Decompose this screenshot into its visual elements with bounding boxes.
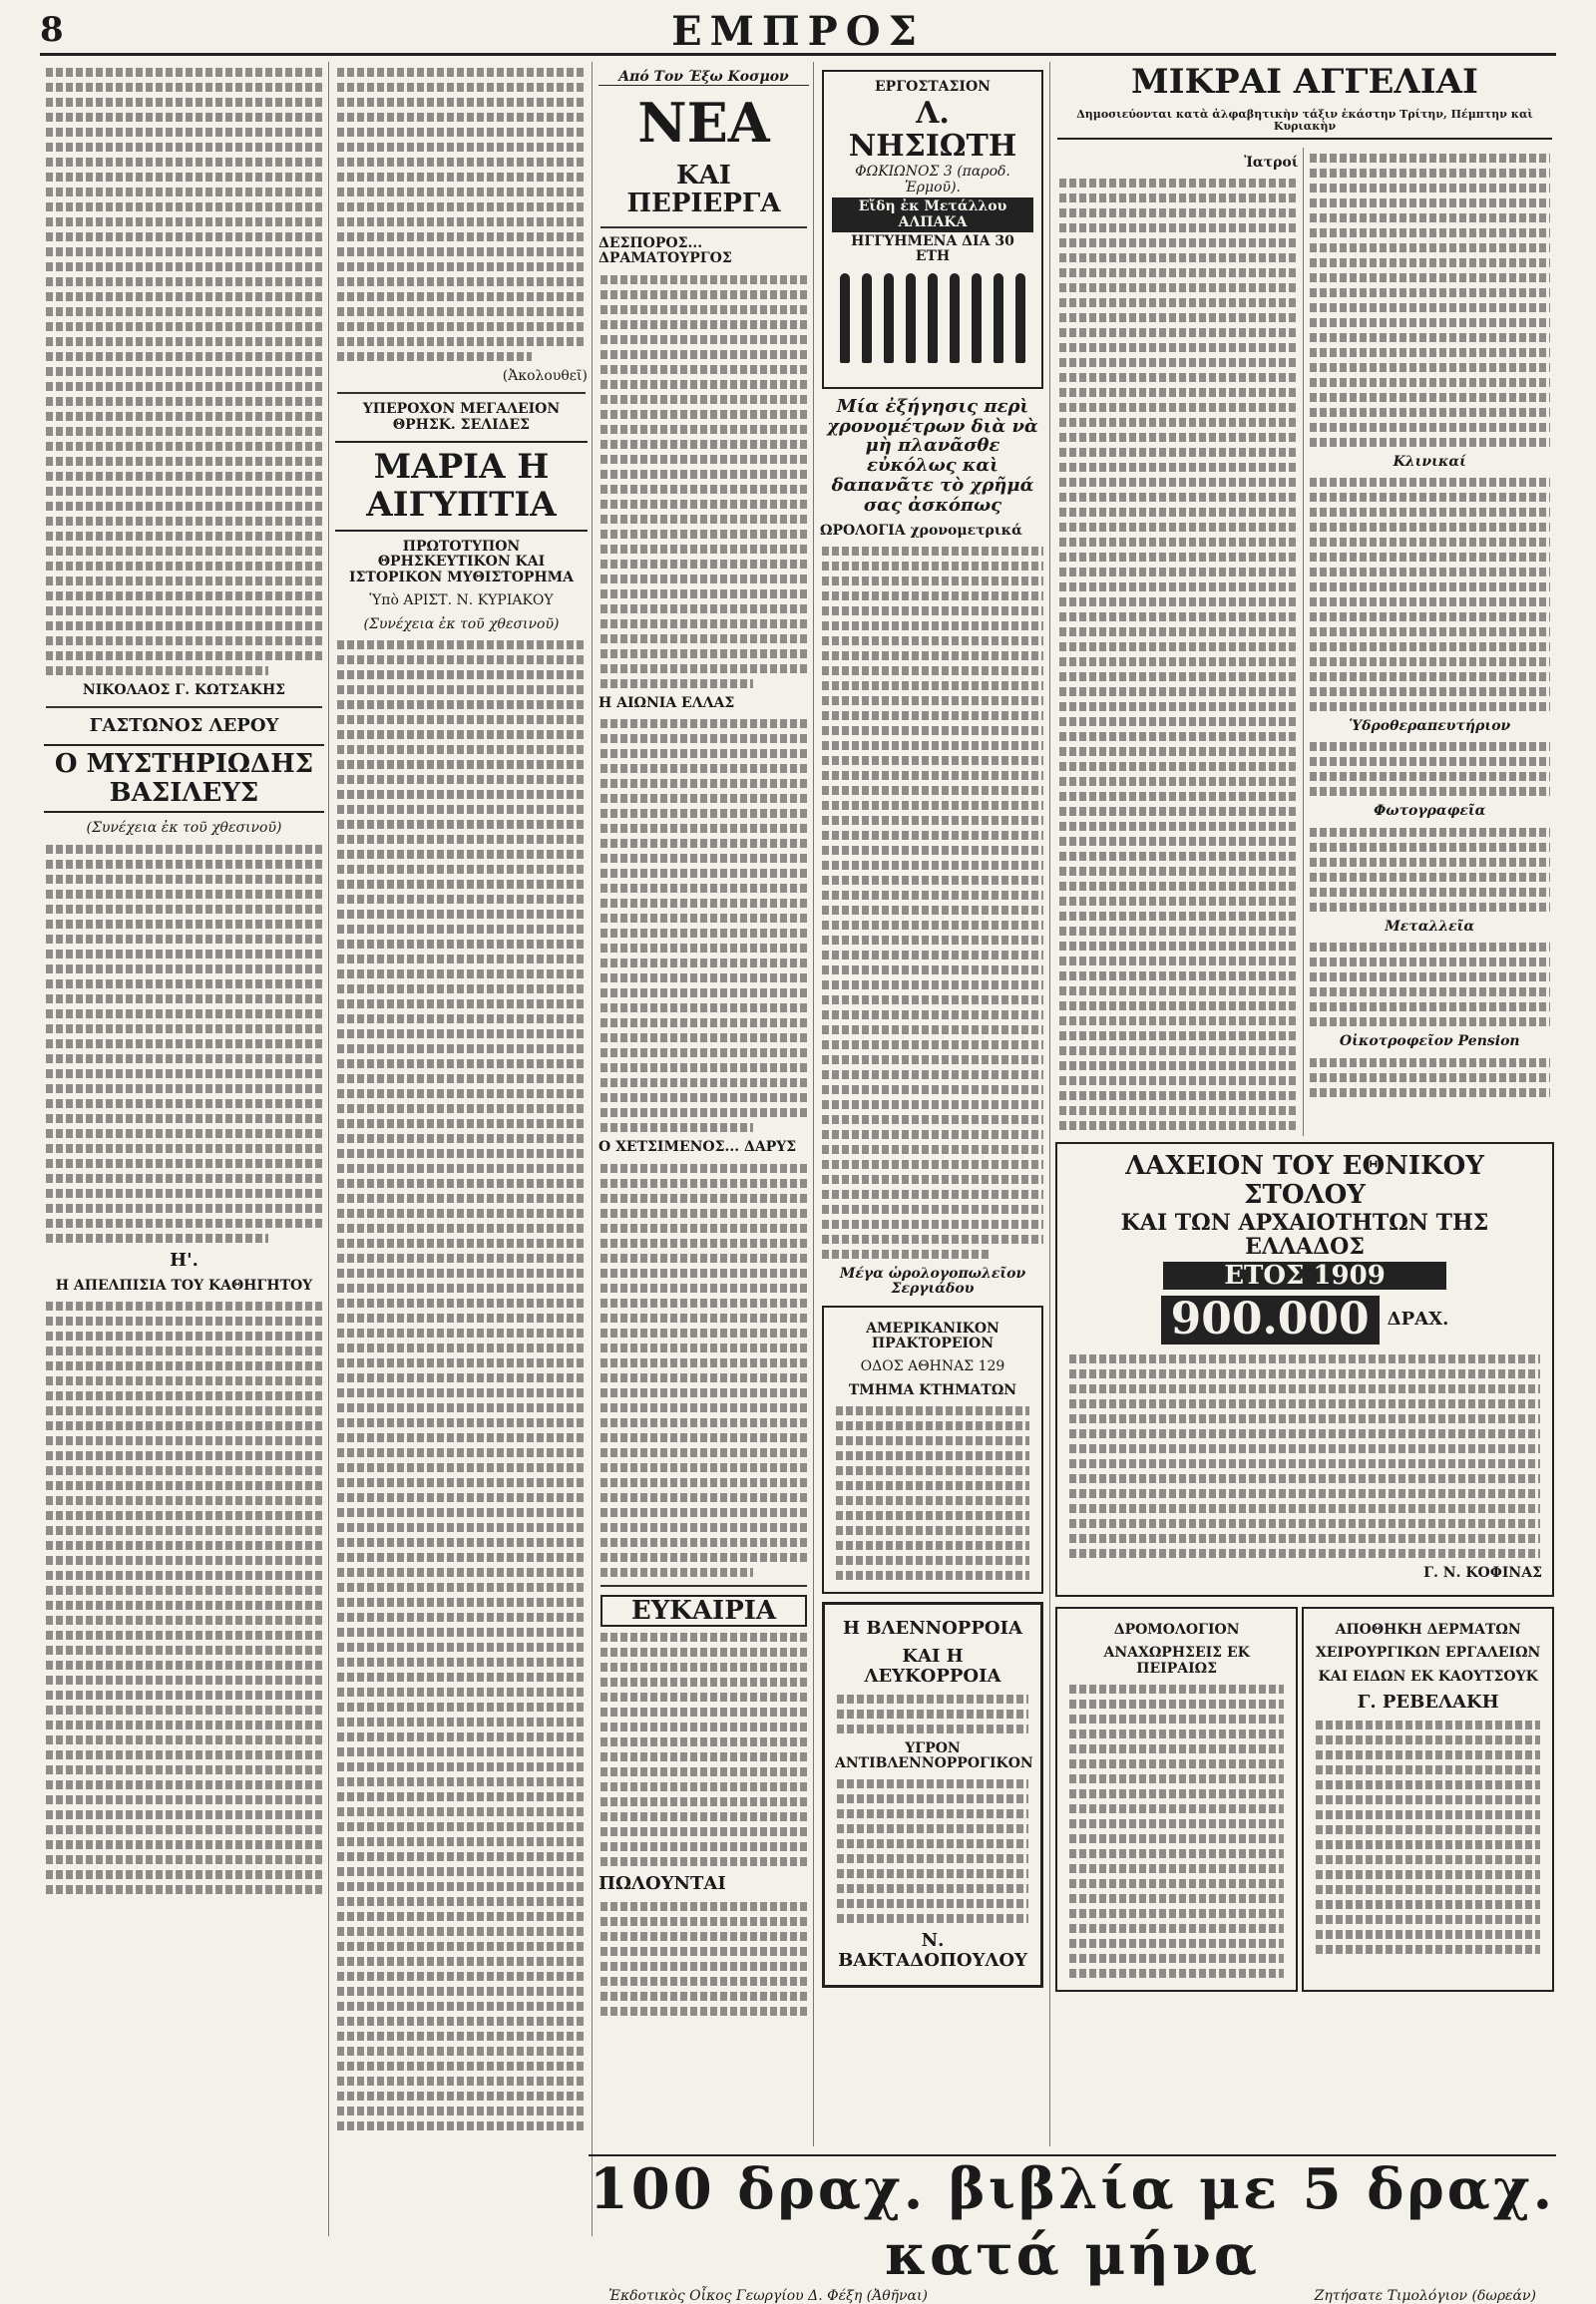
- section-label: Από Τον Έξω Κοσμον: [598, 70, 809, 86]
- leather-line-1: ΑΠΟΘΗΚΗ ΔΕΡΜΑΤΩΝ: [1335, 1621, 1521, 1638]
- agency-dept: ΤΜΗΜΑ ΚΤΗΜΑΤΩΝ: [848, 1381, 1017, 1398]
- column-5: [1053, 62, 1556, 2146]
- cutlery-icon: [830, 273, 1035, 373]
- section-photo: Φωτογραφεῖα: [1374, 803, 1486, 820]
- pharmacy-ad: [822, 1602, 1043, 1988]
- catalog-request: Ζητήσατε Τιμολόγιον (δωρεάν): [1314, 2288, 1536, 2304]
- watch-slogan: Μία ἐξήγησις περὶ χρονομέτρων διὰ νὰ μὴ πλανᾶσθε εὐκόλως καὶ δαπανᾶτε τὸ χρῆμά σας ἀσκόπως: [827, 395, 1038, 516]
- serial-header: ΥΠΕΡΟΧΟΝ ΜΕΓΑΛΕΙΟΝ ΘΡΗΣΚ. ΣΕΛΙΔΕΣ: [362, 401, 561, 433]
- publisher-name: Ἐκδοτικὸς Οἶκος Γεωργίου Δ. Φέξη (Ἀθῆναι): [608, 2288, 928, 2304]
- classifieds-title: ΕΥΚΑΙΡΙΑ: [600, 1595, 807, 1628]
- factory-goods: Εἴδη ἐκ Μετάλλου ΑΛΠΑΚΑ: [832, 197, 1033, 232]
- factory-owner: Λ. ΝΗΣΙΩΤΗ: [848, 96, 1017, 165]
- leather-owner: Γ. ΡΕΒΕΛΑΚΗ: [1357, 1692, 1499, 1714]
- page-number: 8: [40, 10, 64, 50]
- shipping-ad: [1055, 1607, 1298, 1992]
- shipping-title: ΔΡΟΜΟΛΟΓΙΟΝ: [1113, 1621, 1240, 1638]
- news-item-2: Η ΑΙΩΝΙΑ ΕΛΛΑΣ: [598, 694, 735, 711]
- leather-line-3: ΚΑΙ ΕΙΔΩΝ ΕΚ ΚΑΟΥΤΣΟΥΚ: [1318, 1668, 1538, 1685]
- lottery-jackpot: 900.000: [1161, 1296, 1380, 1344]
- american-agency-ad: [822, 1306, 1043, 1595]
- bottom-banner: [589, 2154, 1556, 2304]
- article-author: ΝΙΚΟΛΑΟΣ Γ. ΚΩΤΣΑΚΗΣ: [82, 682, 286, 698]
- serial-title: Ο ΜΥΣΤΗΡΙΩΔΗΣ ΒΑΣΙΛΕΥΣ: [44, 744, 324, 813]
- column-3: [595, 62, 814, 2146]
- news-subtitle: ΚΑΙ ΠΕΡΙΕΡΓΑ: [626, 160, 781, 219]
- news-title: ΝΕΑ: [637, 91, 770, 156]
- serial-subtitle-maria: ΠΡΩΤΟΤΥΠΟΝ ΘΡΗΣΚΕΥΤΙΚΟΝ ΚΑΙ ΙΣΤΟΡΙΚΟΝ ΜΥΘΙΣΤΟΡΗΜΑ: [348, 538, 575, 585]
- book-offer: 100 δραχ. βιβλία με 5 δραχ. κατά μήνα: [589, 2156, 1556, 2288]
- lottery-line-1: ΛΑΧΕΙΟΝ ΤΟΥ ΕΘΝΙΚΟΥ ΣΤΟΛΟΥ: [1125, 1150, 1484, 1210]
- lottery-ad: [1055, 1142, 1554, 1597]
- news-item-1: ΔΕΣΠΟΡΟΣ... ΔΡΑΜΑΤΟΥΡΓΟΣ: [598, 234, 732, 267]
- sale-notice: ΠΩΛΟΥΝΤΑΙ: [598, 1873, 726, 1895]
- serial-title-maria: ΜΑΡΙΑ Η ΑΙΓΥΠΤΙΑ: [335, 441, 588, 532]
- pharmacy-owner: Ν. ΒΑΚΤΑΔΟΠΟΥΛΟΥ: [838, 1930, 1027, 1972]
- small-ads-subtitle: Δημοσιεύονται κατὰ ἀλφαβητικὴν τάξιν ἑκάστην Τρίτην, Πέμπτην καὶ Κυριακὴν: [1057, 109, 1552, 139]
- section-clinics: Κλινικαί: [1393, 453, 1466, 470]
- news-item-3: Ο ΧΕΤΣΙΜΕΝΟΣ... ΔΑΡΥΣ: [598, 1139, 797, 1156]
- lottery-line-2: ΚΑΙ ΤΩΝ ΑΡΧΑΙΟΤΗΤΩΝ ΤΗΣ ΕΛΛΑΔΟΣ: [1120, 1210, 1489, 1261]
- serial-author: ΓΑΣΤΩΝΟΣ ΛΕΡΟΥ: [89, 715, 279, 737]
- leather-ad: [1302, 1607, 1554, 1992]
- lottery-signature: Γ. Ν. ΚΟΦΙΝΑΣ: [1423, 1564, 1542, 1581]
- section-metal: Μεταλλεῖα: [1385, 918, 1475, 935]
- serial-subtitle: (Συνέχεια ἐκ τοῦ χθεσινοῦ): [86, 820, 282, 837]
- chapter-title: Η ΑΠΕΛΠΙΣΙΑ ΤΟΥ ΚΑΘΗΓΗΤΟΥ: [55, 1277, 313, 1294]
- watch-shop: Μέγα ὡρολογοπωλεῖον Σεργιάδου: [839, 1265, 1026, 1298]
- paper-name: ΕΜΠΡΟΣ: [671, 8, 925, 55]
- column-1: [40, 62, 329, 2236]
- chapter-number: Η'.: [170, 1249, 199, 1271]
- section-pension: Οἰκοτροφεῖον Pension: [1339, 1033, 1520, 1050]
- nisioti-ad: [822, 70, 1043, 389]
- pharmacy-line-1: Η ΒΛΕΝΝΟΡΡΟΙΑ: [843, 1618, 1022, 1640]
- shipping-subtitle: ΑΝΑΧΩΡΗΣΕΙΣ ΕΚ ΠΕΙΡΑΙΩΣ: [1103, 1645, 1250, 1677]
- column-2: [331, 62, 593, 2236]
- pharmacy-line-2: ΚΑΙ Η ΛΕΥΚΟΡΡΟΙΑ: [864, 1646, 1001, 1687]
- watch-clocks: ΩΡΟΛΟΓΙΑ χρονομετρικά: [820, 522, 1022, 539]
- column-4: [816, 62, 1050, 2146]
- factory-warranty: ΗΓΓΥΗΜΕΝΑ ΔΙΑ 30 ΕΤΗ: [851, 232, 1014, 265]
- agency-name: ΑΜΕΡΙΚΑΝΙΚΟΝ ΠΡΑΚΤΟΡΕΙΟΝ: [866, 1320, 999, 1352]
- factory-address: ΦΩΚΙΩΝΟΣ 3 (παροδ. Ἑρμοῦ).: [855, 164, 1010, 195]
- serial-author-maria: Ὑπὸ ΑΡΙΣΤ. Ν. ΚΥΡΙΑΚΟΥ: [369, 592, 554, 609]
- lottery-jackpot-unit: ΔΡΑΧ.: [1387, 1309, 1449, 1331]
- pharmacy-product: ΥΓΡΟΝ ΑΝΤΙΒΛΕΝΝΟΡΡΟΓΙΚΟΝ: [835, 1739, 1033, 1772]
- small-ads-title: ΜΙΚΡΑΙ ΑΓΓΕΛΙΑΙ: [1131, 62, 1478, 102]
- serial-continued-maria: (Συνέχεια ἐκ τοῦ χθεσινοῦ): [363, 615, 560, 632]
- section-doctors: Ἰατροί: [1244, 154, 1299, 171]
- serial-end-note: (Ἀκολουθεῖ): [502, 368, 588, 384]
- section-hydrotherapy: Ὑδροθεραπευτήριον: [1349, 717, 1511, 734]
- agency-address: ΟΔΟΣ ΑΘΗΝΑΣ 129: [860, 1358, 1005, 1375]
- leather-line-2: ΧΕΙΡΟΥΡΓΙΚΩΝ ΕΡΓΑΛΕΙΩΝ: [1315, 1645, 1541, 1662]
- lottery-year: ΕΤΟΣ 1909: [1163, 1262, 1446, 1291]
- factory-label: ΕΡΓΟΣΤΑΣΙΟΝ: [875, 79, 991, 95]
- masthead: [40, 8, 1556, 56]
